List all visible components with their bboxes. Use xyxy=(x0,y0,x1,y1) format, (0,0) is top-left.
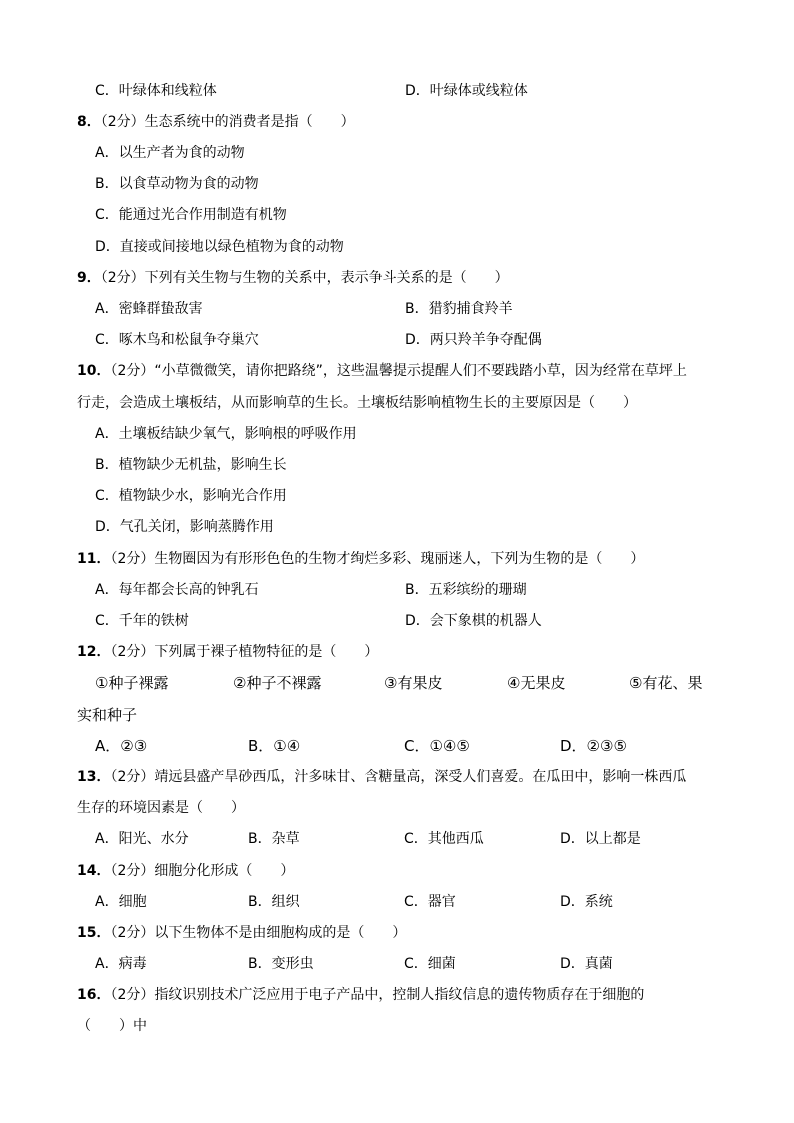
q8-option-d: D．直接或间接地以绿色植物为食的动物 xyxy=(95,239,344,255)
q8-option-b: B．以食草动物为食的动物 xyxy=(95,176,259,192)
q11-option-c: C．千年的铁树 xyxy=(95,613,189,629)
q12-option-b: B．①④ xyxy=(248,737,301,755)
q9-stem-line xyxy=(77,268,509,288)
q14-stem: （2分）细胞分化形成（ ） xyxy=(110,863,295,879)
q10-option-a: A．土壤板结缺少氧气，影响根的呼吸作用 xyxy=(95,426,357,442)
q8-option-c: C．能通过光合作用制造有机物 xyxy=(95,207,287,223)
q13-stem-line1 xyxy=(77,767,686,787)
q15-stem: （2分）以下生物体不是由细胞构成的是（ ） xyxy=(110,925,407,941)
q13-option-d: D．以上都是 xyxy=(560,831,641,847)
q8-stem: （2分）生态系统中的消费者是指（ ） xyxy=(100,114,355,130)
q12-item-5: ⑤有花、果 xyxy=(629,674,703,692)
q12-item-4: ④无果皮 xyxy=(507,674,566,692)
q12-option-d: D．②③⑤ xyxy=(560,737,627,755)
q12-option-c: C．①④⑤ xyxy=(404,737,470,755)
q14-stem-line xyxy=(77,861,294,881)
q15-option-b: B．变形虫 xyxy=(248,956,314,972)
q11-option-b: B．五彩缤纷的珊瑚 xyxy=(405,582,527,598)
q13-option-a: A．阳光、水分 xyxy=(95,831,189,847)
q12-item-1: ①种子裸露 xyxy=(95,674,169,692)
q12-item-2: ②种子不裸露 xyxy=(233,674,322,692)
q11-number: 11． xyxy=(77,551,111,567)
q12-option-a: A．②③ xyxy=(95,737,148,755)
q12-stem: （2分）下列属于裸子植物特征的是（ ） xyxy=(110,644,379,660)
q15-option-c: C．细菌 xyxy=(404,956,456,972)
q12-number: 12． xyxy=(77,644,111,660)
q12-item-tail: 实和种子 xyxy=(77,706,138,724)
q10-stem-part1: （2分）“小草微微笑，请你把路绕”，这些温馨提示提醒人们不要践踏小草，因为经常在草坪上 xyxy=(110,363,687,379)
q9-option-d: D．两只羚羊争夺配偶 xyxy=(405,332,542,348)
q12-item-3: ③有果皮 xyxy=(384,674,443,692)
q12-stem-line xyxy=(77,642,378,662)
q13-stem-line2: 生存的环境因素是（ ） xyxy=(77,800,245,816)
q15-number: 15． xyxy=(77,925,111,941)
q10-option-c: C．植物缺少水，影响光合作用 xyxy=(95,488,287,504)
q16-stem-line1 xyxy=(77,985,644,1005)
q15-option-d: D．真菌 xyxy=(560,956,613,972)
q13-number: 13． xyxy=(77,769,111,785)
q9-number: 9． xyxy=(77,270,101,286)
q10-number: 10． xyxy=(77,363,111,379)
q9-option-a: A．密蜂群蛰敌害 xyxy=(95,301,203,317)
q7-option-d: D．叶绿体或线粒体 xyxy=(405,83,528,99)
q11-stem: （2分）生物圈因为有形形色色的生物才绚烂多彩、瑰丽迷人，下列为生物的是（ ） xyxy=(110,551,645,567)
q10-option-b: B．植物缺少无机盐，影响生长 xyxy=(95,457,287,473)
q16-stem-line2: （ ）中 xyxy=(77,1018,147,1034)
q15-stem-line xyxy=(77,923,406,943)
q9-stem: （2分）下列有关生物与生物的关系中，表示争斗关系的是（ ） xyxy=(100,270,509,286)
q16-number: 16． xyxy=(77,987,111,1003)
q8-option-a: A．以生产者为食的动物 xyxy=(95,145,245,161)
q14-option-d: D．系统 xyxy=(560,894,613,910)
q16-stem-part1: （2分）指纹识别技术广泛应用于电子产品中，控制人指纹信息的遗传物质存在于细胞的 xyxy=(110,987,645,1003)
q13-stem-part1: （2分）靖远县盛产旱砂西瓜，汁多味甘、含糖量高，深受人们喜爱。在瓜田中，影响一株西瓜 xyxy=(110,769,687,785)
q13-option-c: C．其他西瓜 xyxy=(404,831,484,847)
q14-option-a: A．细胞 xyxy=(95,894,147,910)
q11-option-a: A．每年都会长高的钟乳石 xyxy=(95,582,259,598)
q13-option-b: B．杂草 xyxy=(248,831,300,847)
q9-option-c: C．啄木鸟和松鼠争夺巢穴 xyxy=(95,332,259,348)
q10-stem-line2: 行走，会造成土壤板结，从而影响草的生长。土壤板结影响植物生长的主要原因是（ ） xyxy=(77,395,637,411)
q8-stem-line xyxy=(77,112,355,132)
q10-option-d: D．气孔关闭，影响蒸腾作用 xyxy=(95,519,274,535)
q11-option-d: D．会下象棋的机器人 xyxy=(405,613,542,629)
q8-number: 8． xyxy=(77,114,101,130)
q10-stem-line1 xyxy=(77,361,687,381)
q11-stem-line xyxy=(77,549,644,569)
q14-option-b: B．组织 xyxy=(248,894,300,910)
q7-option-c: C．叶绿体和线粒体 xyxy=(95,83,217,99)
q14-number: 14． xyxy=(77,863,111,879)
q14-option-c: C．器官 xyxy=(404,894,456,910)
q15-option-a: A．病毒 xyxy=(95,956,147,972)
q9-option-b: B．猎豹捕食羚羊 xyxy=(405,301,513,317)
